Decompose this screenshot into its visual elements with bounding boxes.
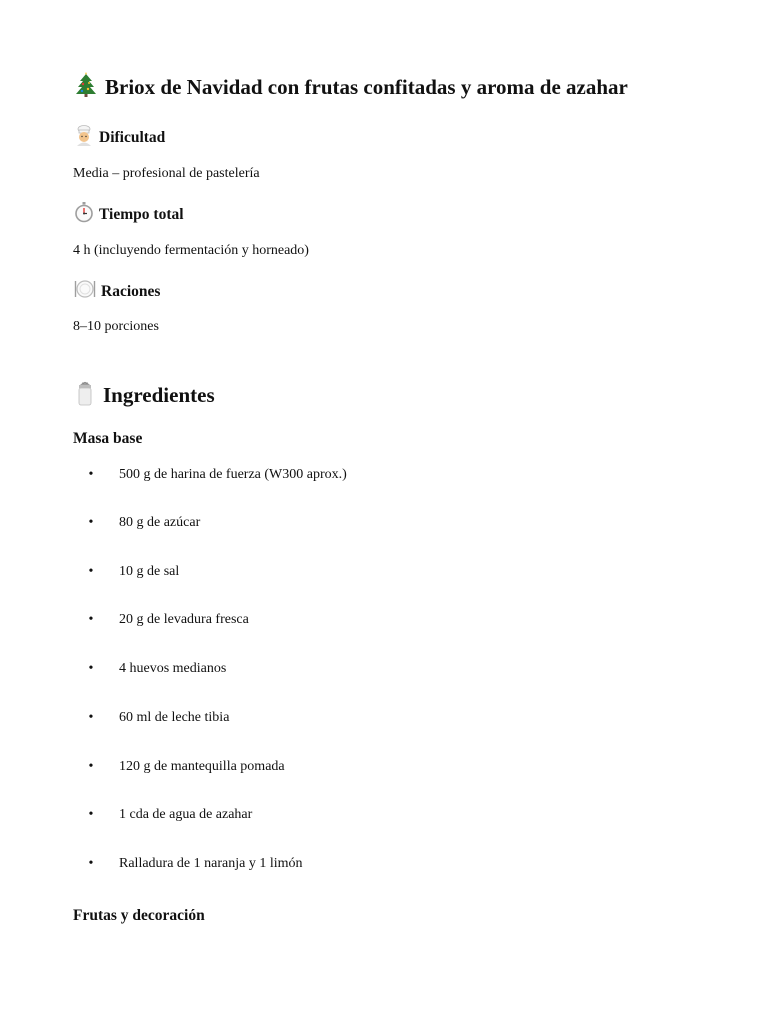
list-item-text: 20 g de levadura fresca [119, 612, 249, 627]
list-item-text: 1 cda de agua de azahar [119, 807, 253, 822]
base-dough-heading: Masa base [73, 430, 143, 447]
bullet: • [88, 807, 94, 822]
time-heading [73, 201, 184, 230]
bullet: • [88, 759, 94, 774]
servings-label: Raciones [101, 283, 161, 301]
bullet: • [88, 467, 94, 482]
christmas-tree-icon [73, 72, 99, 106]
bullet: • [88, 661, 94, 676]
title-text: Briox de Navidad con frutas confitadas y aroma de azahar [105, 75, 628, 99]
list-item-text: 60 ml de leche tibia [119, 710, 230, 725]
page-title [73, 72, 628, 106]
stopwatch-icon [73, 201, 95, 230]
list-item-text: 80 g de azúcar [119, 515, 201, 530]
bullet: • [88, 856, 94, 871]
list-item-text: 500 g de harina de fuerza (W300 aprox.) [119, 467, 347, 482]
salt-shaker-icon [73, 379, 97, 415]
list-item-text: Ralladura de 1 naranja y 1 limón [119, 856, 303, 871]
plate-icon [73, 278, 97, 307]
difficulty-heading [73, 124, 165, 153]
ingredients-heading-text: Ingredientes [103, 382, 215, 407]
fruits-heading: Frutas y decoración [73, 907, 205, 924]
list-item-text: 4 huevos medianos [119, 661, 227, 676]
bullet: • [88, 515, 94, 530]
ingredients-heading [73, 379, 215, 415]
bullet: • [88, 710, 94, 725]
chef-icon [73, 124, 95, 153]
time-value: 4 h (incluyendo fermentación y horneado) [73, 243, 309, 258]
time-label: Tiempo total [99, 206, 184, 224]
difficulty-value: Media – profesional de pastelería [73, 166, 260, 181]
bullet: • [88, 564, 94, 579]
servings-heading [73, 278, 160, 307]
bullet: • [88, 612, 94, 627]
servings-value: 8–10 porciones [73, 319, 159, 334]
list-item-text: 120 g de mantequilla pomada [119, 759, 285, 774]
difficulty-label: Dificultad [99, 129, 166, 147]
list-item-text: 10 g de sal [119, 564, 180, 579]
